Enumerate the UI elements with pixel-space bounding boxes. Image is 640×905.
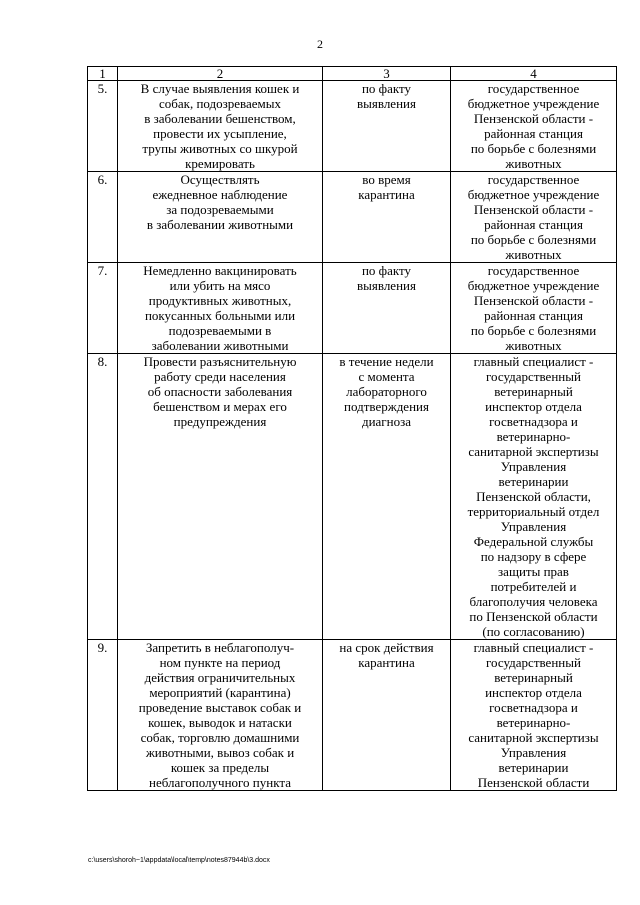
term-cell: на срок действия карантина (323, 640, 451, 791)
table-row (88, 81, 617, 172)
column-header-2: 2 (118, 67, 323, 81)
table-header-row (88, 67, 617, 81)
responsible-cell: государственное бюджетное учреждение Пензенской области - районная станция по борьбе с болезнями животных (451, 263, 617, 354)
row-number: 7. (88, 263, 118, 354)
table-row (88, 354, 617, 640)
row-number: 6. (88, 172, 118, 263)
measure-cell: Немедленно вакцинировать или убить на мясо продуктивных животных, покусанных больными или подозреваемыми в заболевании животными (118, 263, 323, 354)
column-header-1: 1 (88, 67, 118, 81)
measure-cell: В случае выявления кошек и собак, подозреваемых в заболевании бешенством, провести их усыпление, трупы животных со шкурой кремировать (118, 81, 323, 172)
measure-cell: Осуществлять ежедневное наблюдение за подозреваемыми в заболевании животными (118, 172, 323, 263)
responsible-cell: государственное бюджетное учреждение Пензенской области - районная станция по борьбе с болезнями животных (451, 172, 617, 263)
row-number: 9. (88, 640, 118, 791)
table-row (88, 263, 617, 354)
measure-cell: Провести разъяснительную работу среди населения об опасности заболевания бешенством и мерах его предупреждения (118, 354, 323, 640)
table-row (88, 640, 617, 791)
page-number: 2 (317, 37, 323, 51)
term-cell: по факту выявления (323, 263, 451, 354)
responsible-cell: главный специалист - государственный ветеринарный инспектор отдела госветнадзора и ветеринарно- санитарной экспертизы Управления ветеринарии Пензенской области (451, 640, 617, 791)
measure-cell: Запретить в неблагополуч- ном пункте на период действия ограничительных мероприятий (карантина) проведение выставок собак и кошек, выводок и натаски собак, торговлю домашними животными, вывоз собак и кошек за пределы неблагополучного пункта (118, 640, 323, 791)
term-cell: во время карантина (323, 172, 451, 263)
term-cell: в течение недели с момента лабораторного подтверждения диагноза (323, 354, 451, 640)
term-cell: по факту выявления (323, 81, 451, 172)
measures-table (87, 66, 617, 791)
row-number: 8. (88, 354, 118, 640)
document-file-path: c:\users\shoroh~1\appdata\local\temp\notes87944b\3.docx (88, 857, 270, 864)
column-header-3: 3 (323, 67, 451, 81)
responsible-cell: главный специалист - государственный ветеринарный инспектор отдела госветнадзора и ветеринарно- санитарной экспертизы Управления ветеринарии Пензенской области, территориальный отдел Управления Федеральной службы по надзору в сфере защиты прав потребителей и благополучия человека по Пензенской области (по согласованию) (451, 354, 617, 640)
responsible-cell: государственное бюджетное учреждение Пензенской области - районная станция по борьбе с болезнями животных (451, 81, 617, 172)
table-row (88, 172, 617, 263)
row-number: 5. (88, 81, 118, 172)
column-header-4: 4 (451, 67, 617, 81)
